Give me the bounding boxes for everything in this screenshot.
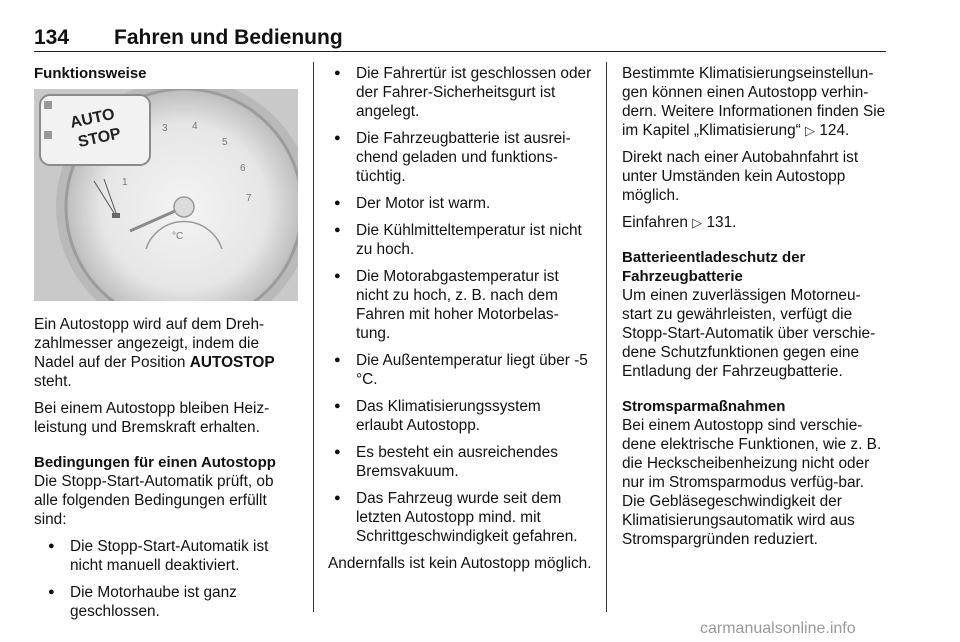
section-title: Funktionsweise [34,65,147,82]
list-item: ● Die Motorhaube ist ganz geschlossen. [34,583,300,621]
gauge-number-4: 4 [192,121,198,132]
subheading-conditions: Bedingungen für einen Autostopp [34,454,276,471]
autostop-marker [112,213,120,218]
triangle-right-icon: ▷ [805,123,816,138]
list-item: ● Es besteht ein ausreichendes Bremsvakuum. [328,443,592,481]
column-2 [328,64,592,581]
gauge-number-5: 5 [222,137,228,148]
paragraph-highway: Direkt nach einer Autobahnfahrt ist unter Umständen kein Autostopp möglich. [622,149,859,204]
list-item: ● Die Außentemperatur liegt über -5 °C. [328,351,592,389]
subheading-battery: Batterieentladeschutz der Fahrzeugbatterie [622,249,806,285]
gauge-number-3: 3 [162,123,168,134]
paragraph-otherwise: Andernfalls ist kein Autostopp möglich. [328,555,592,572]
list-item: ● Das Klimatisierungssystem erlaubt Autostopp. [328,397,592,435]
list-item: ● Die Kühlmitteltemperatur ist nicht zu hoch. [328,221,592,259]
badge-stop: STOP [76,125,123,151]
list-item: ● Die Fahrzeugbatterie ist ausrei-chend geladen und funktions-tüchtig. [328,129,592,186]
column-1 [34,64,300,629]
triangle-right-icon: ▷ [692,215,703,230]
paragraph-climate: Bestimmte Klimatisierungseinstellun-gen können einen Autostopp verhin-dern. Weitere Informationen finden Sie im Kapitel „Klimatisierung“ ▷ 124. [622,65,886,139]
list-item: ● Die Stopp-Start-Automatik ist nicht manuell deaktiviert. [34,537,300,575]
paragraph-breakin: Einfahren ▷ 131. [622,214,737,231]
watermark: carmanualsonline.info [700,620,856,637]
badge-auto: AUTO [68,105,117,132]
page-ref-link[interactable]: 131. [706,214,737,231]
page-ref-link[interactable]: 124. [819,122,850,139]
tachometer-figure [34,89,298,301]
page-header [34,26,886,52]
gauge-number-6: 6 [240,163,246,174]
list-item: ● Die Motorabgastemperatur ist nicht zu hoch, z. B. nach dem Fahren mit hoher Motorbelas-tung. [328,267,592,343]
paragraph-autostop-display: Ein Autostopp wird auf dem Dreh-zahlmesser angezeigt, indem die Nadel auf der Position AUTOSTOP steht. [34,316,275,390]
coolant-temp-label: °C [172,231,184,242]
paragraph-heating: Bei einem Autostopp bleiben Heiz-leistung und Bremskraft erhalten. [34,400,270,436]
chapter-title: Fahren und Bedienung [114,26,343,49]
gauge-number-1: 1 [122,177,128,188]
tachometer-illustration [34,89,298,301]
subheading-power-saving: Stromsparmaßnahmen [622,398,786,415]
list-item: ● Das Fahrzeug wurde seit dem letzten Autostopp mind. mit Schrittgeschwindigkeit gefahren. [328,489,592,546]
paragraph-battery: Um einen zuverlässigen Motorneu-start zu gewährleisten, verfügt die Stopp-Start-Automatik über verschie-dene Schutzfunktionen gegen eine Entladung der Fahrzeugbatterie. [622,287,876,380]
header-rule [34,51,886,52]
column-divider-2 [606,62,607,612]
list-item: ● Die Fahrertür ist geschlossen oder der Fahrer-Sicherheitsgurt ist angelegt. [328,64,592,121]
column-divider-1 [313,62,314,612]
list-item: ● Der Motor ist warm. [328,194,592,213]
paragraph-power-saving: Bei einem Autostopp sind verschie-dene elektrische Funktionen, wie z. B. die Heckscheibenheizung nicht oder nur im Stromsparmodus verfüg-bar. Die Gebläsegeschwindigkeit der Klimatisierungsautomatik wird aus Stromspargründen reduziert. [622,417,882,548]
column-3 [622,64,888,557]
paragraph-conditions: Die Stopp-Start-Automatik prüft, ob alle folgenden Bedingungen erfüllt sind: [34,473,274,528]
page-number: 134 [34,26,70,49]
gauge-number-7: 7 [246,193,252,204]
